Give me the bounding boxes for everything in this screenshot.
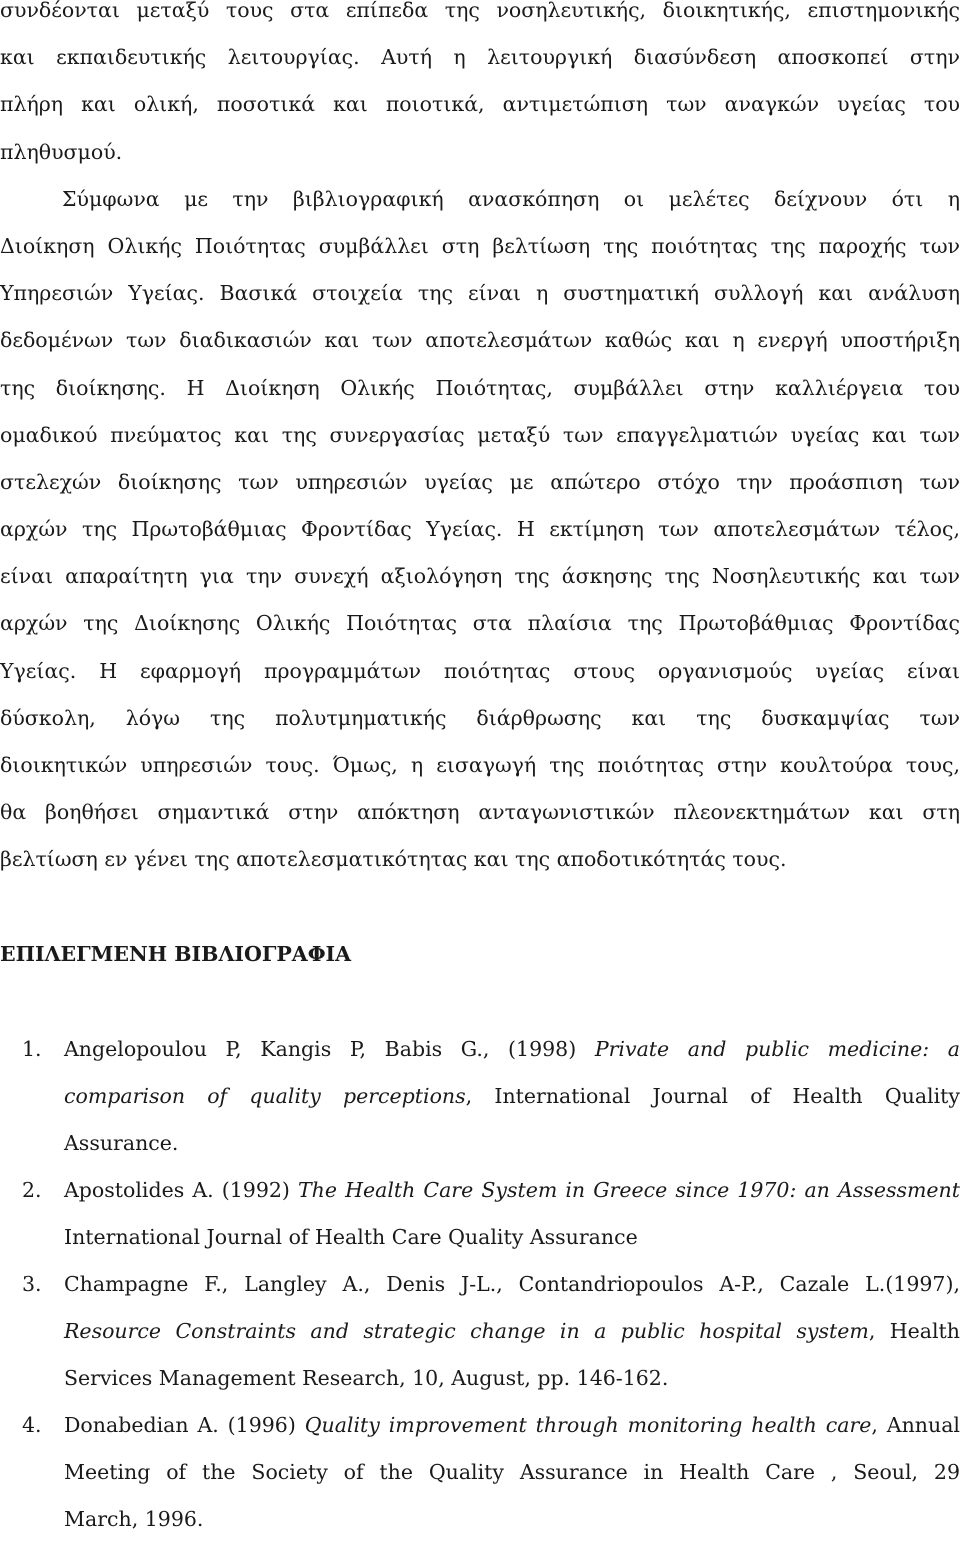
text-line: διοικητικών υπηρεσιών τους. Όμως, η εισαγωγή της ποιότητας στην κουλτούρα τους, [0, 753, 960, 777]
text-line: Διοίκηση Ολικής Ποιότητας συμβάλλει στη βελτίωση της ποιότητας της παροχής των [0, 233, 960, 258]
reference-segment: Champagne F., Langley A., Denis J-L., Contandriopoulos A-P., Cazale L.(1997), [64, 1272, 960, 1296]
reference-number: 2. [22, 1178, 42, 1202]
reference-segment: Angelopoulou P, Kangis P, Babis G., (1998) [64, 1037, 595, 1061]
reference-item [0, 1026, 960, 1167]
reference-title: Quality improvement through monitoring health care [304, 1413, 872, 1437]
reference-segment: , Annual [871, 1413, 960, 1437]
reference-title: comparison of quality perceptions [64, 1084, 466, 1108]
text-line: στελεχών διοίκησης των υπηρεσιών υγείας με απώτερο στόχο την προάσπιση των [0, 469, 960, 494]
text-line: ομαδικού πνεύματος και της συνεργασίας μεταξύ των επαγγελματιών υγείας και των [0, 422, 960, 447]
text-line: της διοίκησης. Η Διοίκηση Ολικής Ποιότητας, συμβάλλει στην καλλιέργεια του [0, 375, 960, 400]
reference-segment: , International Journal of Health Quality [465, 1084, 960, 1108]
reference-segment: Assurance. [64, 1131, 179, 1155]
reference-item [0, 1261, 960, 1402]
reference-line [64, 1496, 960, 1543]
reference-item [0, 1167, 960, 1261]
bibliography-heading: ΕΠΙΛΕΓΜΕΝΗ ΒΙΒΛΙΟΓΡΑΦΙΑ [0, 942, 352, 966]
reference-line [64, 1167, 960, 1214]
text-line: και εκπαιδευτικής λειτουργίας. Αυτή η λειτουργική διασύνδεση αποσκοπεί στην [0, 45, 960, 70]
text-line: πλήρη και ολική, ποσοτικά και ποιοτικά, αντιμετώπιση των αναγκών υγείας του [0, 92, 960, 117]
text-line: Σύμφωνα με την βιβλιογραφική ανασκόπηση οι μελέτες δείχνουν ότι η [62, 186, 960, 211]
reference-line [64, 1120, 960, 1167]
text-line: Υπηρεσιών Υγείας. Βασικά στοιχεία της είναι η συστηματική συλλογή και ανάλυση [0, 281, 960, 306]
reference-title: The Health Care System in Greece since 1970: an Assessment [298, 1178, 960, 1202]
reference-line [64, 1402, 960, 1449]
reference-title: Resource Constraints and strategic change in a public hospital system [64, 1319, 869, 1343]
text-line: συνδέονται μεταξύ τους στα επίπεδα της νοσηλευτικής, διοικητικής, επιστημονικής [0, 0, 960, 22]
text-line: δύσκολη, λόγω της πολυτμηματικής διάρθρωσης και της δυσκαμψίας των [0, 705, 960, 730]
reference-number: 4. [22, 1413, 42, 1437]
reference-segment: Apostolides A. (1992) [64, 1178, 298, 1202]
reference-line [64, 1261, 960, 1308]
text-line: αρχών της Διοίκησης Ολικής Ποιότητας στα πλαίσια της Πρωτοβάθμιας Φροντίδας [0, 611, 960, 636]
text-line: δεδομένων των διαδικασιών και των αποτελεσμάτων καθώς και η ενεργή υποστήριξη [0, 328, 960, 353]
reference-line [64, 1449, 960, 1496]
reference-title: Private and public medicine: a [594, 1037, 960, 1061]
text-line: αρχών της Πρωτοβάθμιας Φροντίδας Υγείας. Η εκτίμηση των αποτελεσμάτων τέλος, [0, 517, 960, 542]
reference-line [64, 1026, 960, 1073]
text-line: είναι απαραίτητη για την συνεχή αξιολόγηση της άσκησης της Νοσηλευτικής και των [0, 564, 960, 589]
reference-segment: Donabedian A. (1996) [64, 1413, 305, 1437]
reference-line [64, 1355, 960, 1402]
reference-text [64, 1402, 960, 1543]
reference-text [64, 1167, 960, 1261]
reference-segment: International Journal of Health Care Quality Assurance [64, 1225, 638, 1249]
reference-line [64, 1073, 960, 1120]
reference-number: 1. [22, 1037, 42, 1061]
reference-segment: Services Management Research, 10, August, pp. 146-162. [64, 1366, 669, 1390]
text-line: πληθυσμού. [0, 139, 123, 164]
reference-line [64, 1214, 960, 1261]
reference-number: 3. [22, 1272, 42, 1296]
reference-text [64, 1261, 960, 1402]
text-line: βελτίωση εν γένει της αποτελεσματικότητας και της αποδοτικότητάς τους. [0, 847, 787, 872]
reference-segment: , Health [868, 1319, 960, 1343]
text-line: Υγείας. Η εφαρμογή προγραμμάτων ποιότητας στους οργανισμούς υγείας είναι [0, 658, 960, 683]
reference-line [64, 1308, 960, 1355]
reference-text [64, 1026, 960, 1167]
reference-segment: March, 1996. [64, 1507, 204, 1531]
reference-list [0, 1026, 960, 1543]
text-line: θα βοηθήσει σημαντικά στην απόκτηση ανταγωνιστικών πλεονεκτημάτων και στη [0, 800, 960, 825]
reference-item [0, 1402, 960, 1543]
reference-segment: Meeting of the Society of the Quality Assurance in Health Care , Seoul, 29 [64, 1460, 960, 1484]
